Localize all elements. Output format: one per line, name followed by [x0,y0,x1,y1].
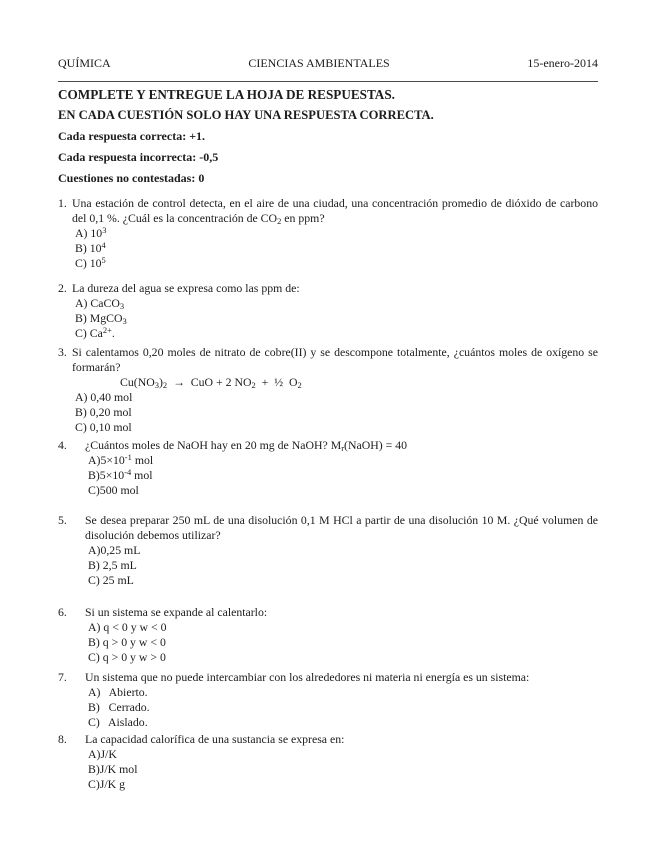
question-8-option-c: C)J/K g [88,777,126,791]
question-5-option-a: A)0,25 mL [88,543,141,557]
instruction-line-2: EN CADA CUESTIÓN SOLO HAY UNA RESPUESTA CORRECTA. [58,108,434,122]
instruction-line-5: Cuestiones no contestadas: 0 [58,171,205,185]
question-text: Se desea preparar 250 mL de una disolución 0,1 M HCl a partir de una disolución 10 M. ¿Qué volumen de disolución debemos utilizar? [85,513,598,542]
question-8-option-b: B)J/K mol [88,762,138,776]
question-number: 6. [58,605,67,619]
question-text: Una estación de control detecta, en el aire de una ciudad, una concentración promedio de dióxido de carbono del 0,1 %. ¿Cuál es la concentración de $CO_2$ en ppm? [72,196,598,226]
question-5-option-c: C) 25 mL [88,573,134,587]
header-divider [58,81,598,82]
question-4-option-c: C)500 mol [88,483,139,497]
header-subject: QUÍMICA [58,56,111,70]
question-3 [58,345,598,435]
question-number: 5. [58,513,67,527]
question-6-option-b: B) q > 0 y w < 0 [88,635,166,649]
page-header [58,56,598,71]
question-4-option-b: $B)5\times 10^{-4}$ mol [88,467,153,482]
question-text: Un sistema que no puede intercambiar con los alrededores ni materia ni energía es un sistema: [85,670,530,684]
question-number: 4. [58,438,67,452]
question-2-option-c: C) $Ca^{2+}$. [75,325,115,340]
instruction-line-3: Cada respuesta correcta: +1. [58,129,206,143]
question-text: La capacidad calorífica de una sustancia se expresa en: [85,732,345,746]
question-number: 3. [58,345,67,359]
question-4 [58,438,598,498]
question-5 [58,513,598,588]
question-8 [58,732,598,792]
question-number: 8. [58,732,67,746]
question-6-option-c: C) q > 0 y w > 0 [88,650,166,664]
question-7-option-b: B) Cerrado. [88,700,150,714]
question-1 [58,196,598,271]
chemical-equation: $Cu(NO_3)_2$ → CuO + 2 $NO_2$ + ½ $O_2$ [120,375,302,390]
question-2-option-b: B) MgCO$_3$ [75,311,127,326]
question-1-option-c: C) $10^5$ [75,255,106,270]
instruction-line-1: COMPLETE Y ENTREGUE LA HOJA DE RESPUESTAS. [58,87,395,102]
question-5-option-b: B) 2,5 mL [88,558,137,572]
question-1-option-b: B) $10^4$ [75,240,106,255]
question-list [58,196,598,792]
question-7-option-c: C) Aislado. [88,715,148,729]
question-number: 2. [58,281,67,295]
question-4-option-a: $A)5\times 10^{-1}$ mol [88,452,154,467]
question-text: La dureza del agua se expresa como las ppm de: [72,281,300,295]
question-6 [58,605,598,665]
question-number: 7. [58,670,67,684]
question-6-option-a: A) q < 0 y w < 0 [88,620,167,634]
header-program: CIENCIAS AMBIENTALES [248,56,390,70]
question-2-option-a: A) CaCO$_3$ [75,296,125,311]
question-3-option-c: C) 0,10 mol [75,420,132,434]
question-7 [58,670,598,730]
exam-instructions [58,84,598,189]
question-text: Si un sistema se expande al calentarlo: [85,605,268,619]
question-8-option-a: A)J/K [88,747,117,761]
question-text: Si calentamos 0,20 moles de nitrato de cobre(II) y se descompone totalmente, ¿cuántos moles de oxígeno se formarán? [72,345,598,374]
question-3-option-b: B) 0,20 mol [75,405,132,419]
question-3-option-a: A) 0,40 mol [75,390,133,404]
question-2 [58,281,598,341]
header-date: 15-enero-2014 [527,56,598,70]
question-text: ¿Cuántos moles de NaOH hay en 20 mg de NaOH? $M_r(NaOH) = 40$ [85,438,408,453]
question-number: 1. [58,196,67,210]
question-1-option-a: A) $10^3$ [75,225,107,240]
instruction-line-4: Cada respuesta incorrecta: -0,5 [58,150,219,164]
question-7-option-a: A) Abierto. [88,685,148,699]
